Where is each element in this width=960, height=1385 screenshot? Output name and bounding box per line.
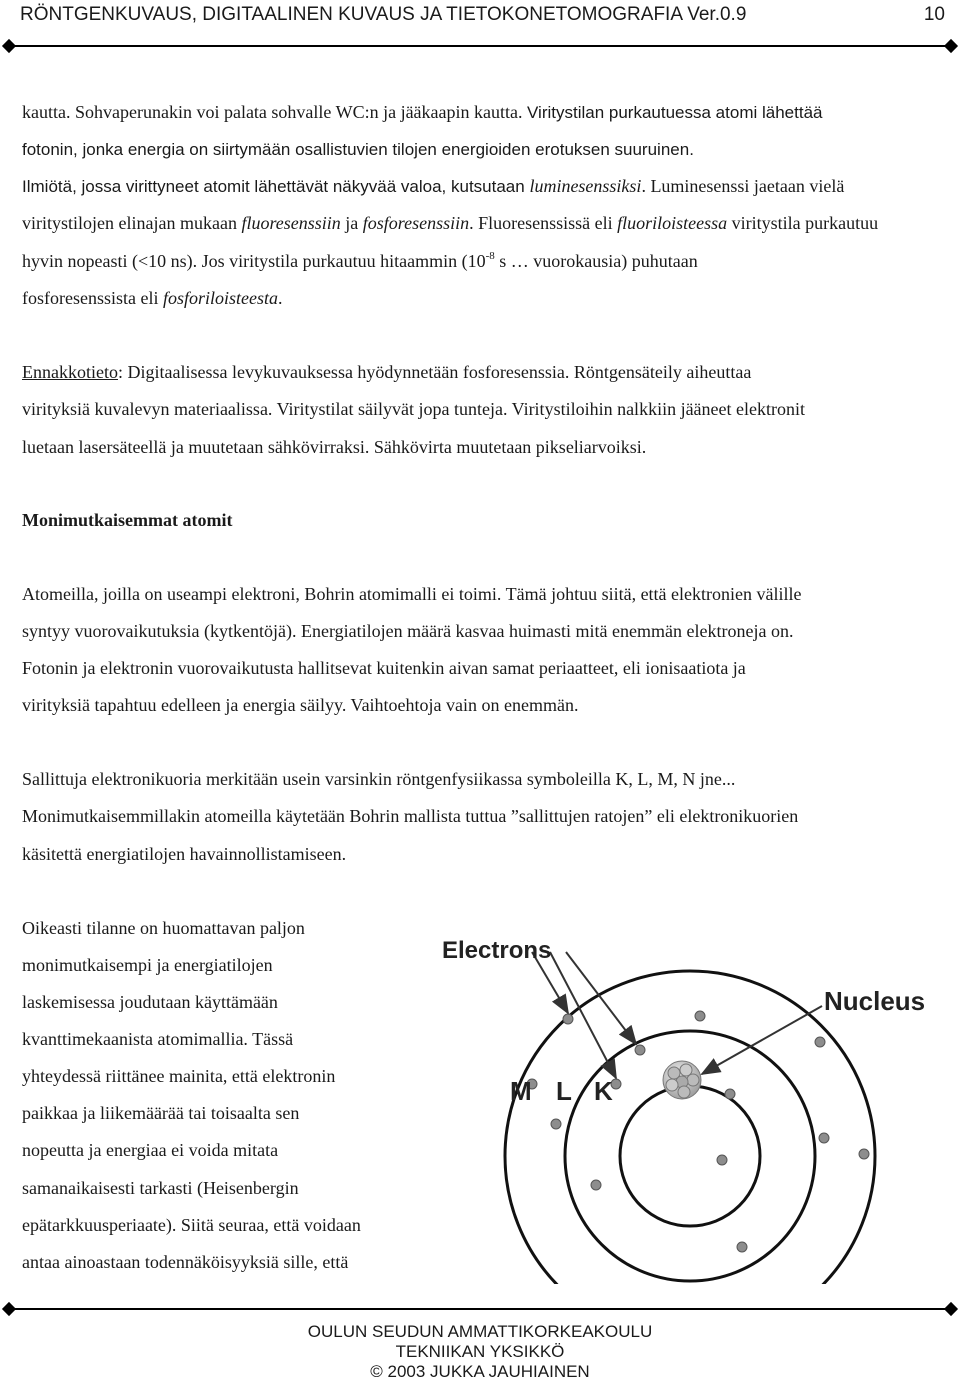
- para5-line: samanaikaisesti tarkasti (Heisenbergin: [22, 1178, 299, 1198]
- shell-m-label: M: [510, 1076, 532, 1106]
- para5-line: kvanttimekaanista atomimallia. Tässä: [22, 1029, 294, 1049]
- shell-l-label: L: [556, 1076, 572, 1106]
- para4-line1: Sallittuja elektronikuoria merkitään usein varsinkin röntgenfysiikassa symboleilla K, L, M, N jne...: [22, 769, 736, 789]
- electron-dot: [563, 1014, 573, 1024]
- footer-line3: © 2003 JUKKA JAUHIAINEN: [370, 1362, 590, 1381]
- shell-m-orbit: [505, 971, 875, 1284]
- electron-dot: [695, 1011, 705, 1021]
- electron-dot: [635, 1045, 645, 1055]
- para5-line: paikkaa ja liikemäärää tai toisaalta sen: [22, 1103, 300, 1123]
- para5-line: Oikeasti tilanne on huomattavan paljon: [22, 918, 305, 938]
- electron-pointers: [532, 952, 636, 1078]
- para2-line1: Ennakkotieto: Digitaalisessa levykuvauksessa hyödynnetään fosforesenssia. Röntgensäteily aiheuttaa: [22, 362, 752, 382]
- para5-line: antaa ainoastaan todennäköisyyksiä sille, että: [22, 1252, 349, 1272]
- para3-line4: virityksiä tapahtuu edelleen ja energia säilyy. Vaihtoehtoja vain on enemmän.: [22, 695, 579, 715]
- para5-line: yhteydessä riittänee mainita, että elektronin: [22, 1066, 336, 1086]
- para1-line1: kautta. Sohvaperunakin voi palata sohvalle WC:n ja jääkaapin kautta. Viritystilan purkautuessa atomi lähettää: [22, 102, 823, 122]
- footer-rule: [8, 1308, 952, 1310]
- nucleus: [663, 1061, 701, 1099]
- para1-line3: Ilmiötä, jossa virittyneet atomit lähettävät näkyvää valoa, kutsutaan luminesenssiksi. Luminesenssi jaetaan vielä: [22, 176, 845, 196]
- para2-line2: virityksiä kuvalevyn materiaalissa. Viritystilat säilyvät jopa tunteja. Viritystiloihin nalkkiin jääneet elektronit: [22, 399, 805, 419]
- para5-line: epätarkkuusperiaate). Siitä seuraa, että voidaan: [22, 1215, 361, 1235]
- electron-dot: [551, 1119, 561, 1129]
- footer-line2: TEKNIIKAN YKSIKKÖ: [395, 1342, 565, 1361]
- electron-dot: [591, 1180, 601, 1190]
- ennakkotieto-label: Ennakkotieto: [22, 362, 118, 382]
- para4-line3: käsitettä energiatilojen havainnollistamiseen.: [22, 844, 347, 864]
- page-number: 10: [923, 4, 945, 25]
- para5-line: monimutkaisempi ja energiatilojen: [22, 955, 273, 975]
- rule-diamond-left: [2, 39, 16, 53]
- electron-dot: [815, 1037, 825, 1047]
- para3-line2: syntyy vuorovaikutuksia (kytkentöjä). Energiatilojen määrä kasvaa huimasti mitä enemmän elektroneja on.: [22, 621, 794, 641]
- para5-line: laskemisessa joudutaan käyttämään: [22, 992, 278, 1012]
- nucleus-pointer: [702, 1006, 822, 1074]
- rule-diamond-right: [944, 39, 958, 53]
- footer-diamond-right: [944, 1302, 958, 1316]
- para1-line2: fotonin, jonka energia on siirtymään osallistuvien tilojen energioiden erotuksen suuruinen.: [22, 140, 694, 159]
- para3-line1: Atomeilla, joilla on useampi elektroni, Bohrin atomimalli ei toimi. Tämä johtuu siitä, että elektronien välille: [22, 584, 802, 604]
- para1-line5: hyvin nopeasti (<10 ns). Jos viritystila purkautuu hitaammin ($10^{-8}$ s … vuorokausia) puhutaan: [22, 250, 698, 271]
- electron-dot: [717, 1155, 727, 1165]
- header-rule: [8, 45, 952, 47]
- bohr-atom-diagram: [432, 924, 942, 1284]
- electron-dot: [819, 1133, 829, 1143]
- nucleus-label: Nucleus: [824, 986, 926, 1016]
- para1-line6: fosforesenssista eli fosforiloisteesta.: [22, 288, 283, 308]
- para4-line2: Monimutkaisemmillakin atomeilla käytetään Bohrin mallista tuttua ”sallittujen ratojen” eli elektronikuorien: [22, 806, 799, 826]
- shell-k-label: K: [594, 1076, 613, 1106]
- shell-k-orbit: [620, 1086, 760, 1226]
- footer-line1: OULUN SEUDUN AMMATTIKORKEAKOULU: [307, 1322, 653, 1341]
- para2-line3: luetaan lasersäteellä ja muutetaan sähkövirraksi. Sähkövirta muutetaan pikseliarvoiksi.: [22, 437, 647, 457]
- para5-line: nopeutta ja energiaa ei voida mitata: [22, 1140, 279, 1160]
- electron-dot: [859, 1149, 869, 1159]
- electron-dot: [737, 1242, 747, 1252]
- header-title: RÖNTGENKUVAUS, DIGITAALINEN KUVAUS JA TIETOKONETOMOGRAFIA Ver.0.9: [20, 4, 747, 25]
- footer-diamond-left: [2, 1302, 16, 1316]
- electrons-label: Electrons: [442, 937, 552, 964]
- para3-line3: Fotonin ja elektronin vuorovaikutusta hallitsevat kuitenkin aivan samat periaatteet, eli ionisaatiota ja: [22, 658, 746, 678]
- electron-dot: [725, 1089, 735, 1099]
- para1-line4: viritystilojen elinajan mukaan fluoresenssiin ja fosforesenssiin. Fluoresenssissä eli fluoriloisteessa viritystila purkautuu: [22, 213, 879, 233]
- electrons: [527, 1011, 869, 1252]
- section-heading: Monimutkaisemmat atomit: [22, 510, 233, 530]
